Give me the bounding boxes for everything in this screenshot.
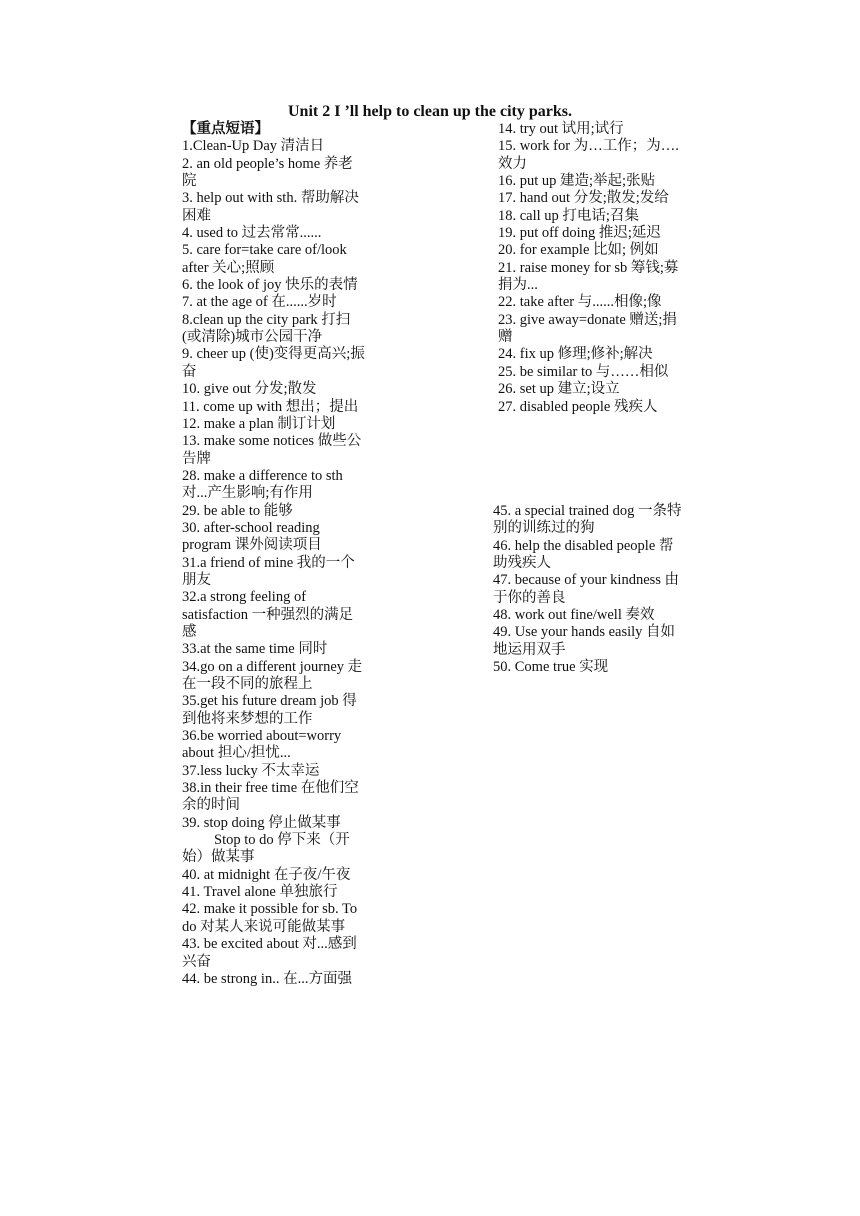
phrase-entry: 25. be similar to 与……相似 [498,363,669,380]
phrase-entry: 26. set up 建立;设立 [498,381,620,398]
phrase-entry: 48. work out fine/well 奏效 [493,607,655,624]
phrase-entry: 21. raise money for sb 筹钱;募捐为... [498,259,679,294]
phrase-entry: 22. take after 与......相像;像 [498,294,662,311]
phrase-entry: 29. be able to 能够 [182,502,293,519]
phrase-entry: 19. put off doing 推迟;延迟 [498,225,661,242]
phrase-entry: 5. care for=take care of/look after 关心;照顾 [182,242,347,276]
phrase-entry: 13. make some notices 做些公告牌 [182,433,362,467]
document-title: Unit 2 I ’ll help to clean up the city parks. [287,103,572,120]
phrase-entry: 45. a special trained dog 一条特别的训练过的狗 [493,503,682,537]
phrase-entry: 41. Travel alone 单独旅行 [182,884,338,901]
phrase-entry: 11. come up with 想出；提出 [182,398,359,415]
phrase-entry: 18. call up 打电话;召集 [498,207,639,224]
phrase-entry: 2. an old people’s home 养老院 [182,155,353,190]
phrase-entry: 35.get his future dream job 得到他将来梦想的工作 [182,693,357,727]
phrase-entry: 12. make a plan 制订计划 [182,415,336,432]
phrase-entry: 31.a friend of mine 我的一个朋友 [182,554,355,588]
phrase-entry: 24. fix up 修理;修补;解决 [498,346,653,363]
phrase-entry: 28. make a difference to sth 对...产生影响;有作用 [182,467,343,502]
phrase-entry: 43. be excited about 对...感到兴奋 [182,936,357,970]
phrase-column-right-top [498,121,683,416]
phrase-entry: 10. give out 分发;散发 [182,381,317,398]
phrase-entry: 9. cheer up (使)变得更高兴;振奋 [182,346,365,380]
section-header: 【重点短语】 [182,121,269,137]
phrase-entry: 42. make it possible for sb. To do 对某人来说可能做某事 [182,901,358,935]
phrase-entry: 33.at the same time 同时 [182,641,328,658]
phrase-entry: 32.a strong feeling of satisfaction 一种强烈的满足感 [182,589,354,640]
phrase-entry: 36.be worried about=worry about 担心/担忧... [182,728,342,762]
phrase-entry: 16. put up 建造;举起;张贴 [498,173,656,190]
phrase-entry: 50. Come true 实现 [493,659,609,676]
phrase-entry: 8.clean up the city park 打扫(或清除)城市公园干净 [182,311,351,346]
phrase-entry: 20. for example 比如; 例如 [498,242,659,259]
phrase-entry: Stop to do 停下来（开始）做某事 [182,832,350,866]
phrase-entry: 37.less lucky 不太幸运 [182,762,320,779]
phrase-entry: 47. because of your kindness 由于你的善良 [493,572,680,606]
phrase-entry: 14. try out 试用;试行 [498,121,624,137]
phrase-entry: 4. used to 过去常常...... [182,225,322,242]
phrase-entry: 39. stop doing 停止做某事 [182,814,341,831]
phrase-entry: 30. after-school reading program 课外阅读项目 [182,519,322,554]
phrase-entry: 40. at midnight 在子夜/午夜 [182,866,351,883]
phrase-entry: 7. at the age of 在......岁时 [182,294,337,311]
phrase-entry: 49. Use your hands easily 自如地运用双手 [493,624,676,658]
phrase-entry: 46. help the disabled people 帮助残疾人 [493,537,674,572]
phrase-entry: 38.in their free time 在他们空余的时间 [182,780,359,814]
phrase-entry: 6. the look of joy 快乐的表情 [182,277,358,294]
phrase-entry: 3. help out with sth. 帮助解决困难 [182,190,359,224]
phrase-entry: 15. work for 为…工作；为…. 效力 [498,138,679,172]
phrase-entry: 1.Clean-Up Day 清洁日 [182,138,325,155]
phrase-column-left [182,121,367,988]
phrase-entry: 44. be strong in.. 在...方面强 [182,970,352,987]
phrase-column-right-bottom [493,503,685,676]
phrase-entry: 34.go on a different journey 走在一段不同的旅程上 [182,658,363,692]
phrase-entry: 17. hand out 分发;散发;发给 [498,190,669,207]
phrase-entry: 23. give away=donate 赠送;捐赠 [498,311,677,346]
phrase-entry: 27. disabled people 残疾人 [498,398,658,415]
